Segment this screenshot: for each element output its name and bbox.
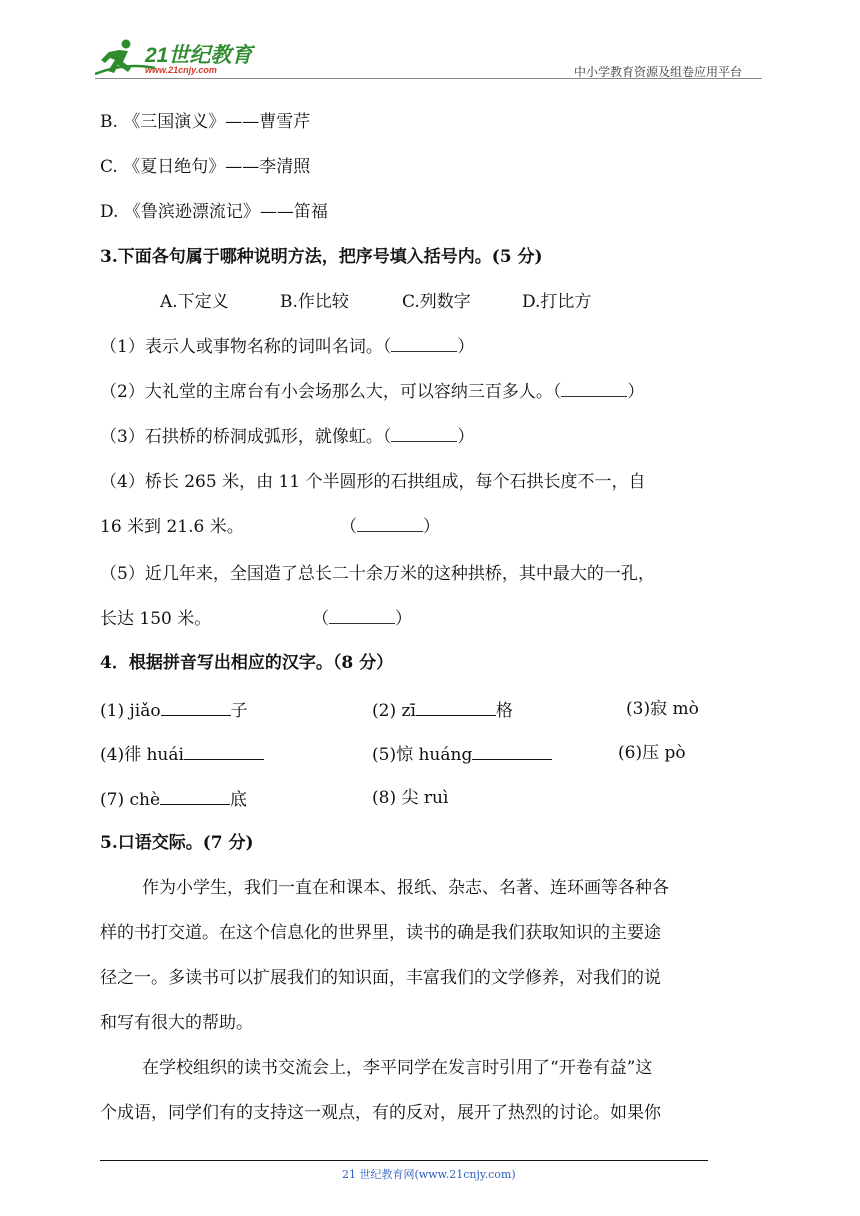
q3-item-4-line1: （4）桥长 265 米，由 11 个半圆形的石拱组成，每个石拱长度不一，自 [100,472,646,492]
q3-item-2: （2）大礼堂的主席台有小会场那么大，可以容纳三百多人。（ ） [100,382,645,402]
q3-choice-d: D.打比方 [522,292,592,312]
q5-para2-line1: 在学校组织的读书交流会上，李平同学在发言时引用了“开卷有益”这 [142,1058,653,1078]
q3-item-4-line2: 16 米到 21.6 米。 [100,517,244,537]
q4-item-2: (2) zī 格 [372,701,513,721]
answer-blank[interactable] [357,517,423,532]
footer-divider [100,1160,708,1161]
answer-blank[interactable] [416,699,496,716]
footer-link[interactable]: 21 世纪教育网(www.21cnjy.com) [342,1168,516,1181]
q3-choice-c: C.列数字 [402,292,471,312]
header-divider [95,78,762,79]
q5-para1-line3: 径之一。多读书可以扩展我们的知识面，丰富我们的文学修养，对我们的说 [100,968,661,988]
q5-para2-line2: 个成语，同学们有的支持这一观点，有的反对，展开了热烈的讨论。如果你 [100,1103,661,1123]
q3-choice-a: A.下定义 [160,292,229,312]
q3-item-5-line2: 长达 150 米。 [100,609,212,629]
q3-item-3: （3）石拱桥的桥洞成弧形，就像虹。（ ） [100,427,475,447]
q5-title: 5.口语交际。(7 分) [100,833,254,853]
answer-blank[interactable] [391,337,457,352]
option-d: D. 《鲁滨逊漂流记》——笛福 [100,202,328,222]
q4-item-6: (6)压 pò [618,743,686,763]
q4-item-3: (3)寂 mò [626,699,699,719]
logo-text: 21世纪教育 [145,44,253,67]
platform-title: 中小学教育资源及组卷应用平台 [574,65,743,79]
q3-title: 3.下面各句属于哪种说明方法，把序号填入括号内。(5 分) [100,247,543,267]
answer-blank[interactable] [184,743,264,760]
answer-blank[interactable] [391,427,457,442]
q4-item-4: (4)徘 huái [100,743,264,765]
q3-choice-b: B.作比较 [280,292,349,312]
q3-item-5-line1: （5）近几年来，全国造了总长二十余万米的这种拱桥，其中最大的一孔， [100,564,655,584]
q3-item-4-answer: （ ） [340,517,440,537]
q3-item-1: （1）表示人或事物名称的词叫名词。（ ） [100,337,475,357]
q5-para1-line4: 和写有很大的帮助。 [100,1013,253,1033]
q5-para1-line2: 样的书打交道。在这个信息化的世界里，读书的确是我们获取知识的主要途 [100,923,661,943]
answer-blank[interactable] [329,609,395,624]
logo-url: www.21cnjy.com [145,65,217,75]
answer-blank[interactable] [160,788,230,805]
q4-title: 4．根据拼音写出相应的汉字。（8 分） [100,653,394,673]
option-b: B. 《三国演义》——曹雪芹 [100,112,311,132]
option-c: C. 《夏日绝句》——李清照 [100,157,311,177]
q5-para1-line1: 作为小学生，我们一直在和课本、报纸、杂志、名著、连环画等各种各 [142,878,669,898]
answer-blank[interactable] [161,699,231,716]
q4-item-5: (5)惊 huáng [372,743,552,765]
q4-item-1: (1) jiǎo 子 [100,701,248,721]
logo [95,38,265,78]
q3-item-5-answer: （ ） [312,609,412,629]
answer-blank[interactable] [561,382,627,397]
answer-blank[interactable] [472,743,552,760]
q4-item-8: (8) 尖 ruì [372,788,449,808]
q4-item-7: (7) chè 底 [100,790,248,810]
